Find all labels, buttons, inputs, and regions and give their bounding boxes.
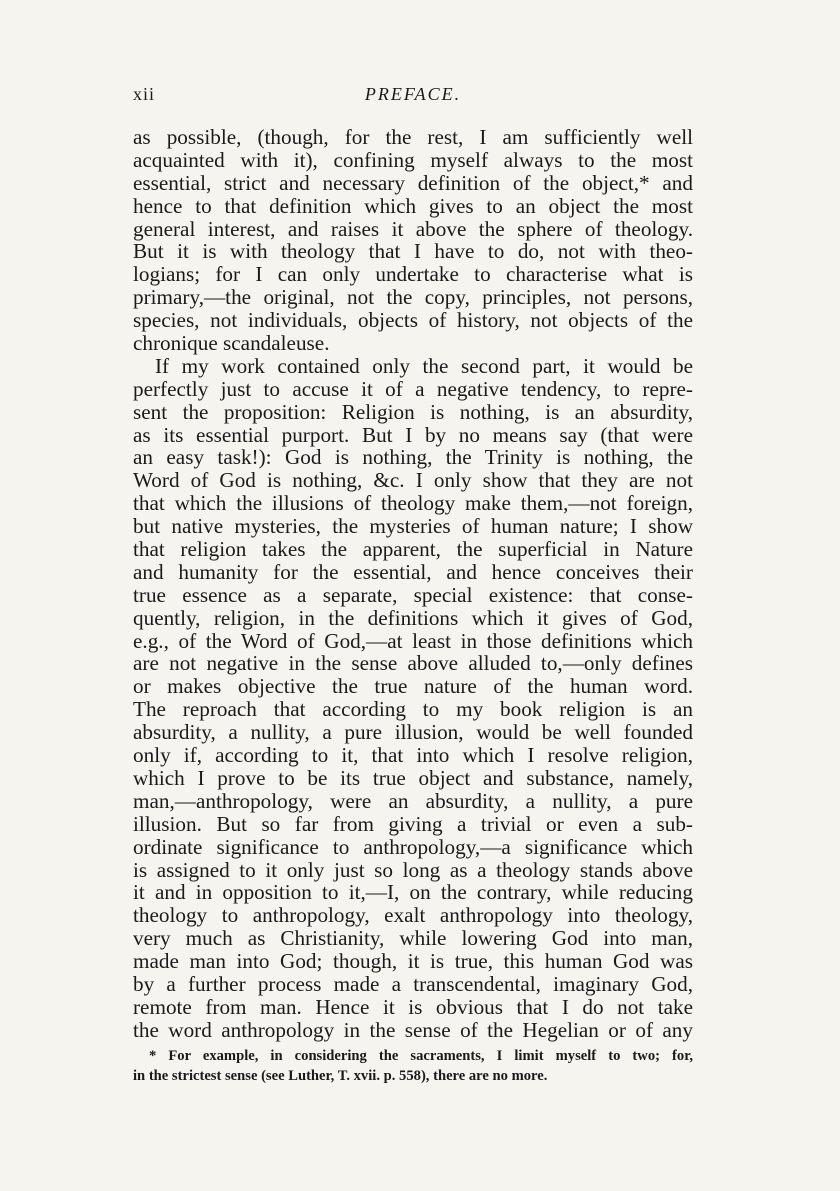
text-line: ordinate significance to anthropology,—a significance which xyxy=(133,834,693,859)
text-line: quently, religion, in the definitions which it gives of God, xyxy=(133,605,693,630)
text-line: chronique scandaleuse. xyxy=(133,331,330,356)
text-line: true essence as a separate, special existence: that conse- xyxy=(133,582,693,607)
text-line: But it is with theology that I have to do, not with theo- xyxy=(133,239,693,264)
text-line: but native mysteries, the mysteries of human nature; I show xyxy=(133,514,693,539)
text-line: theology to anthropology, exalt anthropology into theology, xyxy=(133,903,693,928)
text-line: primary,—the original, not the copy, principles, not persons, xyxy=(133,285,693,310)
text-line: as its essential purport. But I by no means say (that were xyxy=(133,422,693,447)
text-line: essential, strict and necessary definition of the object,* and xyxy=(133,170,693,195)
footnote-line: * For example, in considering the sacraments, I limit myself to two; for, xyxy=(149,1048,693,1064)
page-number: xii xyxy=(133,84,156,104)
body-text xyxy=(133,126,693,1042)
text-line: as possible, (though, for the rest, I am sufficiently well xyxy=(133,125,693,149)
text-line: an easy task!): God is nothing, the Trinity is nothing, the xyxy=(133,445,693,470)
text-line: perfectly just to accuse it of a negative tendency, to repre- xyxy=(133,376,693,401)
text-line: acquainted with it), confining myself always to the most xyxy=(133,147,693,172)
running-title: PREFACE. xyxy=(364,84,462,104)
text-line: by a further process made a transcendental, imaginary God, xyxy=(133,971,693,996)
text-line: hence to that definition which gives to an object the most xyxy=(133,193,693,218)
page-header xyxy=(133,84,693,108)
text-line: made man into God; though, it is true, this human God was xyxy=(133,949,693,974)
text-line: logians; for I can only undertake to characterise what is xyxy=(133,262,693,287)
text-line: illusion. But so far from giving a trivial or even a sub- xyxy=(133,811,693,836)
text-line: the word anthropology in the sense of the Hegelian or of any xyxy=(133,1017,693,1042)
text-line: only if, according to it, that into which I resolve religion, xyxy=(133,743,693,768)
text-line: and humanity for the essential, and hence conceives their xyxy=(133,559,693,584)
footnote xyxy=(133,1046,693,1086)
text-line: is assigned to it only just so long as a theology stands above xyxy=(133,857,693,882)
text-line: absurdity, a nullity, a pure illusion, would be well founded xyxy=(133,720,693,745)
text-line: which I prove to be its true object and substance, namely, xyxy=(133,765,693,790)
text-line: are not negative in the sense above alluded to,—only defines xyxy=(133,651,693,676)
text-line: it and in opposition to it,—I, on the contrary, while reducing xyxy=(133,880,693,905)
text-line: that which the illusions of theology make them,—not foreign, xyxy=(133,491,693,516)
text-line: or makes objective the true nature of the human word. xyxy=(133,674,693,699)
text-line: Word of God is nothing, &c. I only show that they are not xyxy=(133,468,693,493)
text-line: If my work contained only the second part, it would be xyxy=(155,353,693,378)
text-line: The reproach that according to my book religion is an xyxy=(133,697,693,722)
text-line: sent the proposition: Religion is nothing, is an absurdity, xyxy=(133,399,693,424)
text-line: very much as Christianity, while lowering God into man, xyxy=(133,926,693,951)
text-line: man,—anthropology, were an absurdity, a nullity, a pure xyxy=(133,788,693,813)
text-line: remote from man. Hence it is obvious that I do not take xyxy=(133,994,693,1019)
text-line: e.g., of the Word of God,—at least in those definitions which xyxy=(133,628,693,653)
text-line: general interest, and raises it above the sphere of theology. xyxy=(133,216,693,241)
text-line: species, not individuals, objects of history, not objects of the xyxy=(133,308,693,333)
footnote-line: in the strictest sense (see Luther, T. xvii. p. 558), there are no more. xyxy=(133,1068,548,1084)
text-line: that religion takes the apparent, the superficial in Nature xyxy=(133,537,693,562)
